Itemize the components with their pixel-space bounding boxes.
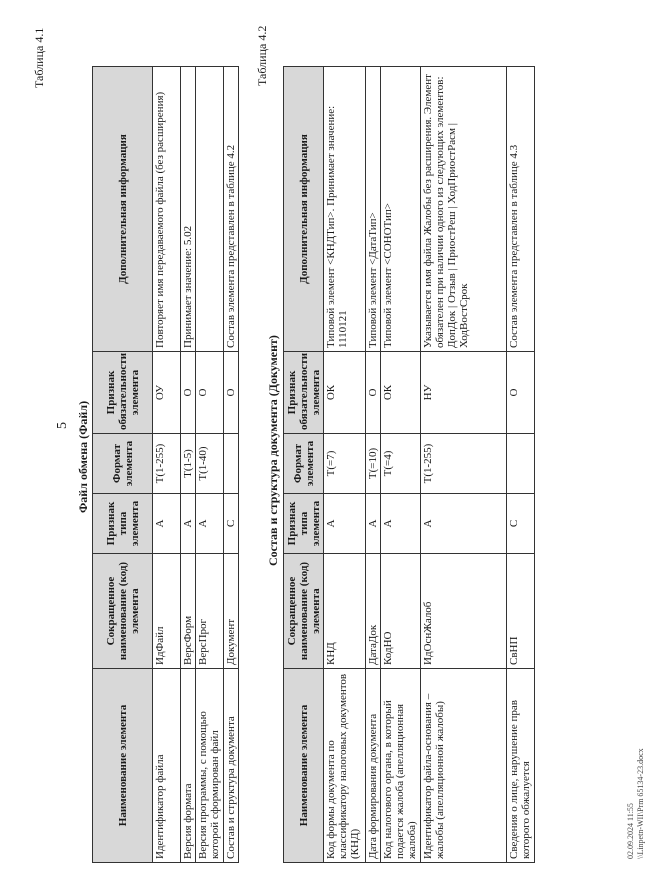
cell: Типовой элемент <ДатаТип> [366,67,381,352]
cell: T(1-255) [421,434,507,494]
table-document-structure [283,66,535,863]
cell: ОК [381,352,421,434]
table1-label: Таблица 4.1 [32,27,46,88]
cell: Идентификатор файла [153,669,181,863]
table2-label: Таблица 4.2 [255,25,269,86]
cell [507,434,535,494]
cell: О [196,352,224,434]
header-cell: Признак обязательности элемента [284,352,324,434]
document-footer [626,748,646,859]
header-cell: Формат элемента [93,434,153,494]
cell: ИдФайл [153,554,181,669]
cell [196,67,224,352]
header-cell: Наименование элемента [93,669,153,863]
header-cell: Признак обязательности элемента [93,352,153,434]
header-cell: Дополнительная информация [284,67,324,352]
cell: А [324,494,366,554]
header-cell: Сокращенное наименование (код) элемента [93,554,153,669]
table2-header-row [284,67,324,863]
header-cell: Признак типа элемента [284,494,324,554]
cell: T(=10) [366,434,381,494]
cell: Типовой элемент <СОНОТип> [381,67,421,352]
page-number: 5 [55,422,70,429]
cell: Состав элемента представлен в таблице 4.3 [507,67,535,352]
cell: О [366,352,381,434]
cell: Документ [224,554,239,669]
cell: Идентификатор файла-основания – жалобы (апелляционной жалобы) [421,669,507,863]
cell: ОУ [153,352,181,434]
cell: Код формы документа по классификатору налоговых документов (КНД) [324,669,366,863]
footer-timestamp: 02.09.2024 11:55 [626,803,635,859]
cell: T(=4) [381,434,421,494]
cell: А [153,494,181,554]
cell: Повторяет имя передаваемого файла (без расширения) [153,67,181,352]
cell: С [507,494,535,554]
cell: ИдОснЖалоб [421,554,507,669]
cell: ДатаДок [366,554,381,669]
header-cell: Дополнительная информация [93,67,153,352]
cell: НУ [421,352,507,434]
table-row [153,67,181,863]
cell: T(=7) [324,434,366,494]
header-cell: Формат элемента [284,434,324,494]
cell: Код налогового органа, в который подается жалоба (апелляционная жалоба) [381,669,421,863]
table-row [381,67,421,863]
table-row [196,67,224,863]
cell: СвНП [507,554,535,669]
cell: А [421,494,507,554]
cell: А [381,494,421,554]
cell: ВерсФорм [181,554,196,669]
cell: О [181,352,196,434]
cell: T(1-5) [181,434,196,494]
table1-title: Файл обмена (Файл) [76,400,90,513]
cell: А [366,494,381,554]
cell: T(1-40) [196,434,224,494]
header-cell: Сокращенное наименование (код) элемента [284,554,324,669]
cell: С [224,494,239,554]
cell: КНД [324,554,366,669]
table-row [421,67,507,863]
header-cell: Наименование элемента [284,669,324,863]
table-row [507,67,535,863]
cell: КодНО [381,554,421,669]
cell: О [224,352,239,434]
cell: А [181,494,196,554]
cell: Состав и структура документа [224,669,239,863]
cell: Сведения о лице, нарушение прав которого обжалуется [507,669,535,863]
table1-header-row [93,67,153,863]
cell: Типовой элемент <КНДТип>. Принимает значение: 1110121 [324,67,366,352]
cell: T(1-255) [153,434,181,494]
cell: Состав элемента представлен в таблице 4.2 [224,67,239,352]
table-file-exchange [92,66,239,863]
cell: ВерсПрог [196,554,224,669]
table2-title: Состав и структура документа (Документ) [266,335,280,566]
cell: Версия программы, с помощью которой сформирован файл [196,669,224,863]
header-cell: Признак типа элемента [93,494,153,554]
cell: Дата формирования документа [366,669,381,863]
table-row [181,67,196,863]
cell: ОК [324,352,366,434]
cell: А [196,494,224,554]
cell: Указывается имя файла Жалобы без расширения. Элемент обязателен при наличии одного из следующих элементов: ДопДок | Отзыв | ПриостРеш | ХодПриостРасм | ХодВостСрок [421,67,507,352]
table-row [366,67,381,863]
cell [224,434,239,494]
cell: Принимает значение: 5.02 [181,67,196,352]
table-row [324,67,366,863]
cell: О [507,352,535,434]
cell: Версия формата [181,669,196,863]
table-row [224,67,239,863]
footer-filepath: \\Linpetn-WII\Prm 65134-23.docx [636,748,645,859]
